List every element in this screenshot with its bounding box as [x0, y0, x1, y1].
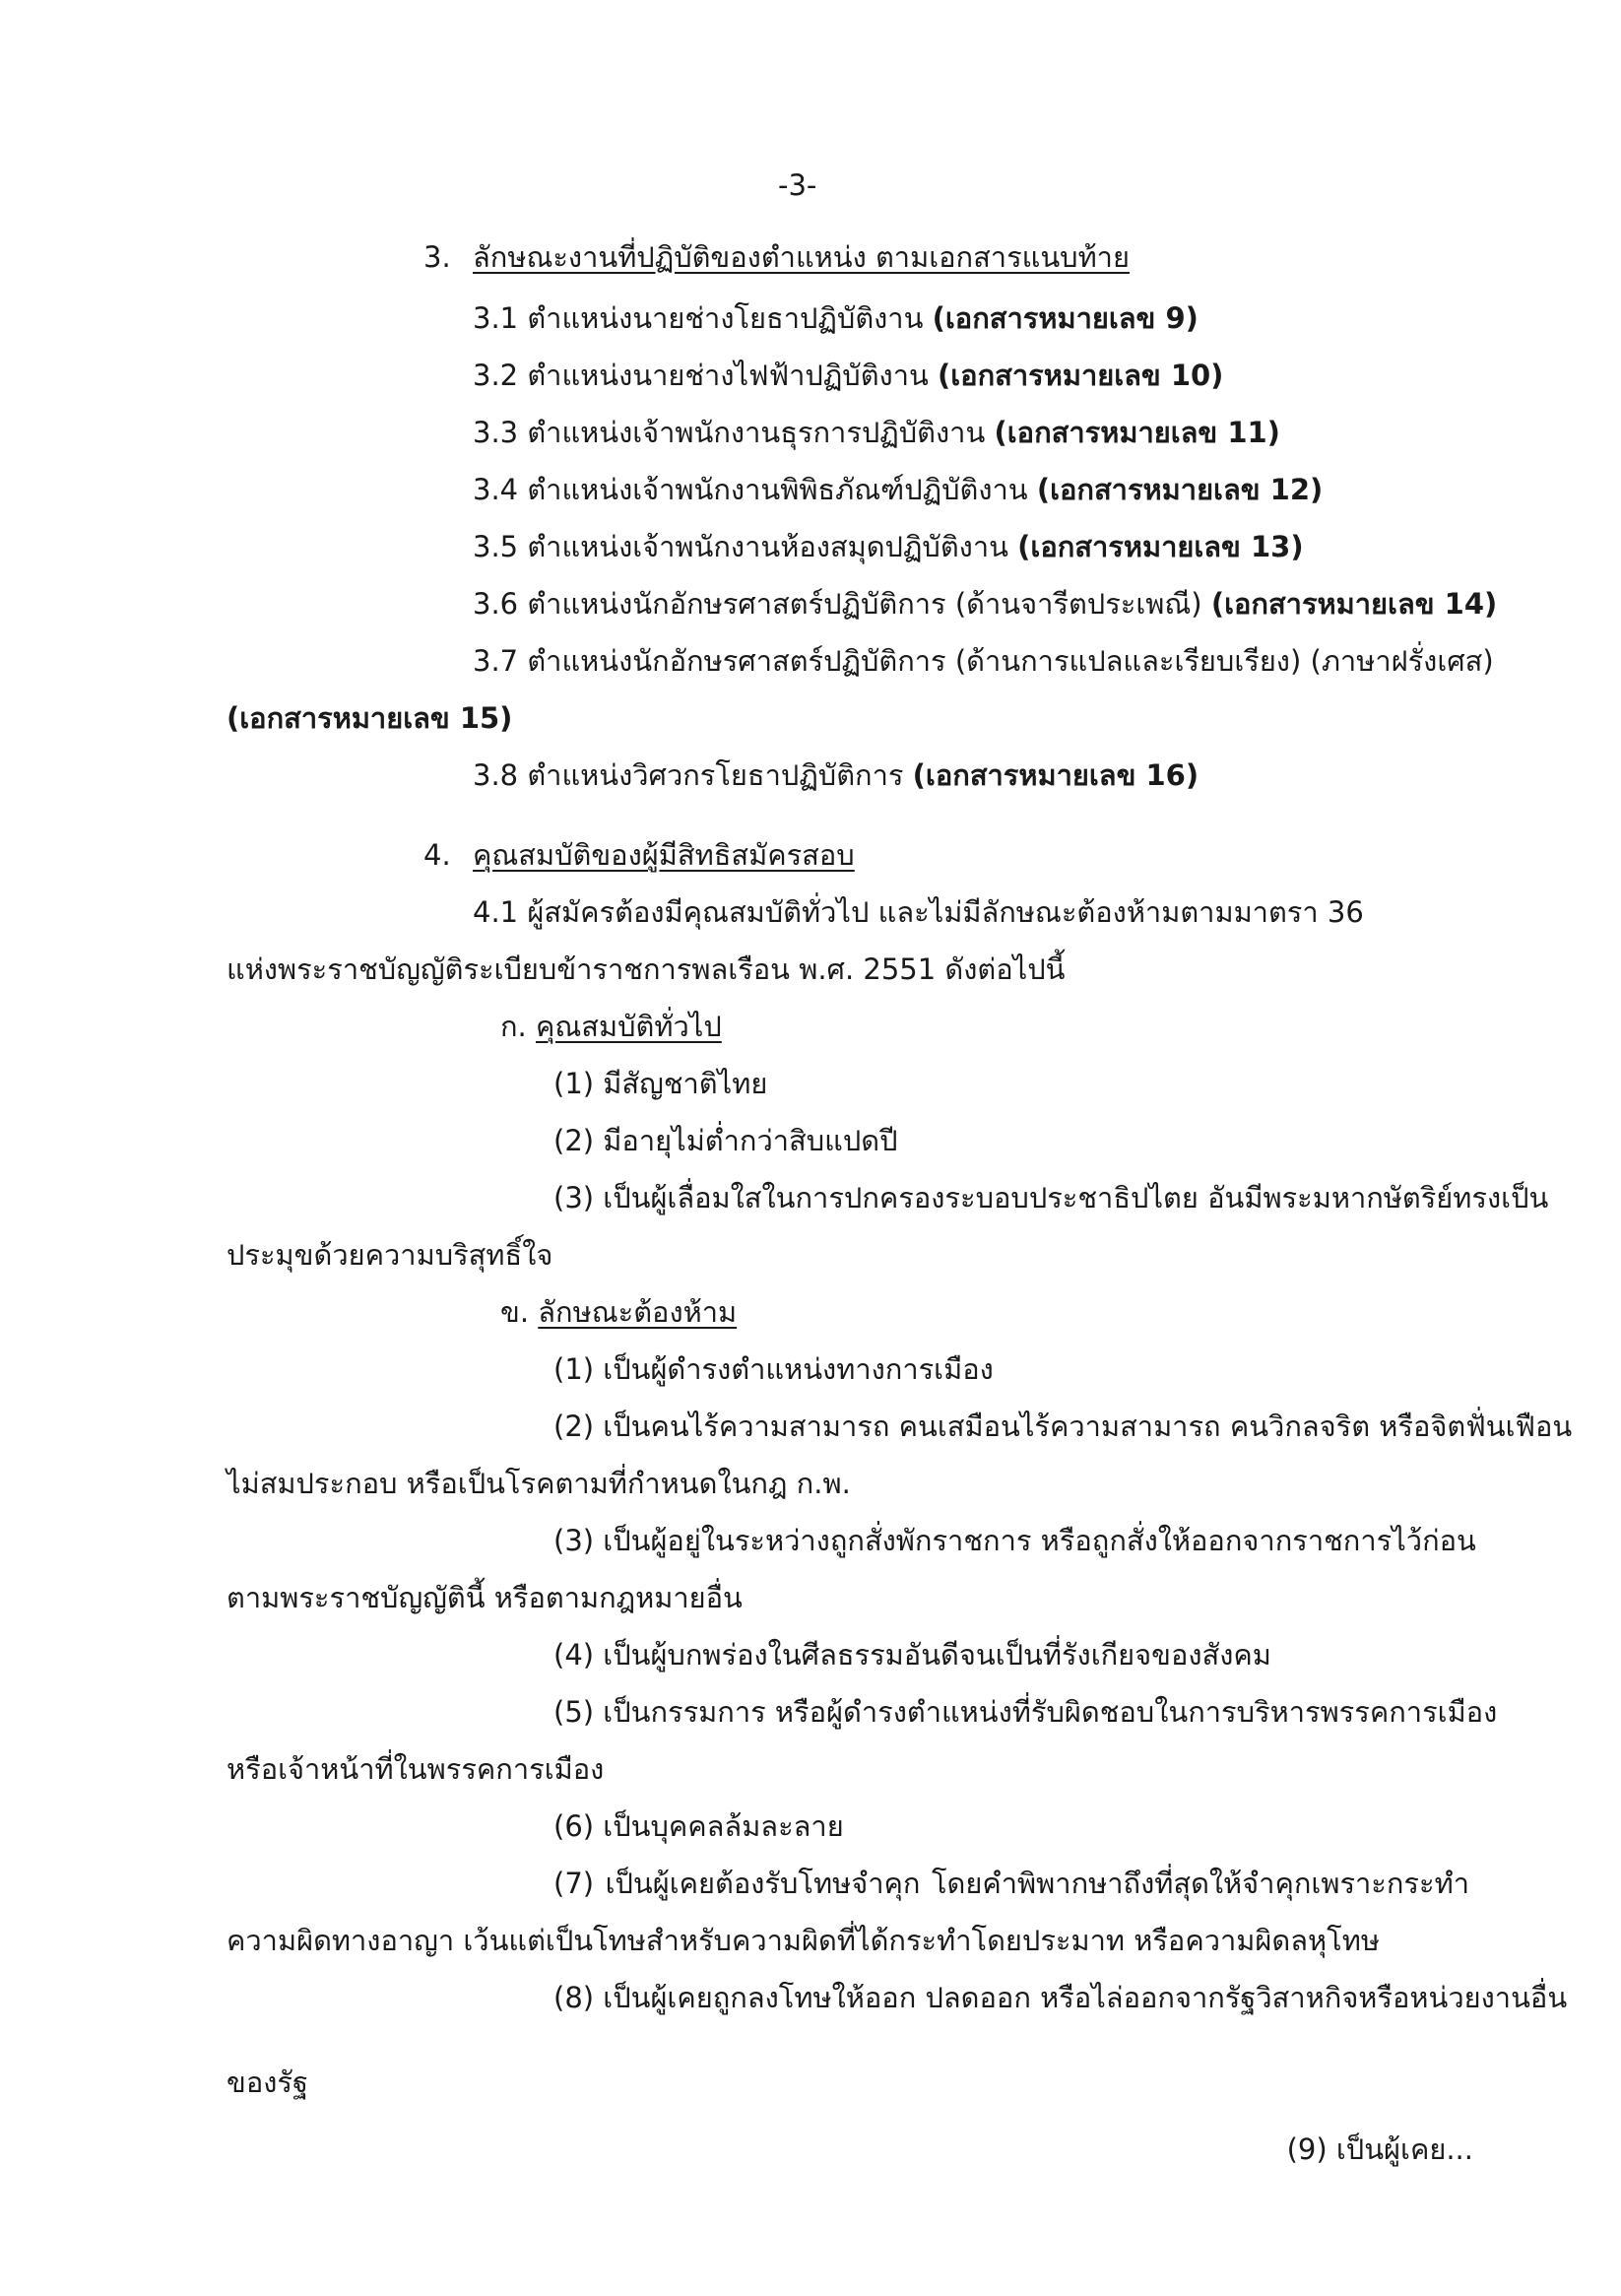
list-item: 3.6 ตำแหน่งนักอักษรศาสตร์ปฏิบัติการ (ด้านจารีตประเพณี) (เอกสารหมายเลข 14) — [473, 587, 1498, 621]
page-number: -3- — [778, 168, 817, 202]
list-item: (3) เป็นผู้อยู่ในระหว่างถูกสั่งพักราชการ หรือถูกสั่งให้ออกจากราชการไว้ก่อน — [553, 1524, 1476, 1557]
section-4-heading: คุณสมบัติของผู้มีสิทธิสมัครสอบ — [473, 838, 855, 872]
list-item-continuation: ความผิดทางอาญา เว้นแต่เป็นโทษสำหรับความผิดที่ได้กระทำโดยประมาท หรือความผิดลหุโทษ — [227, 1924, 1380, 1957]
list-item: (6) เป็นบุคคลล้มละลาย — [553, 1809, 844, 1843]
list-item: 3.2 ตำแหน่งนายช่างไฟฟ้าปฏิบัติงาน (เอกสารหมายเลข 10) — [473, 359, 1224, 392]
list-item: 3.4 ตำแหน่งเจ้าพนักงานพิพิธภัณฑ์ปฏิบัติงาน (เอกสารหมายเลข 12) — [473, 473, 1324, 506]
list-item: 3.5 ตำแหน่งเจ้าพนักงานห้องสมุดปฏิบัติงาน (เอกสารหมายเลข 13) — [473, 530, 1304, 563]
list-item: (1) เป็นผู้ดำรงตำแหน่งทางการเมือง — [553, 1352, 994, 1386]
list-item-continuation: (เอกสารหมายเลข 15) — [227, 701, 513, 735]
list-item-continuation: ของรัฐ — [227, 2066, 308, 2099]
list-item-continuation: ประมุขด้วยความบริสุทธิ์ใจ — [227, 1238, 553, 1272]
list-item: (1) มีสัญชาติไทย — [553, 1067, 768, 1100]
paragraph-4-1-continuation: แห่งพระราชบัญญัติระเบียบข้าราชการพลเรือน พ.ศ. 2551 ดังต่อไปนี้ — [227, 952, 1066, 986]
list-item: (5) เป็นกรรมการ หรือผู้ดำรงตำแหน่งที่รับผิดชอบในการบริหารพรรคการเมือง — [553, 1695, 1498, 1729]
list-item: 3.8 ตำแหน่งวิศวกรโยธาปฏิบัติการ (เอกสารหมายเลข 16) — [473, 758, 1200, 792]
general-qualifications-heading: ก. คุณสมบัติทั่วไป — [500, 1010, 722, 1043]
list-item-continuation: หรือเจ้าหน้าที่ในพรรคการเมือง — [227, 1752, 605, 1786]
prohibited-characteristics-heading: ข. ลักษณะต้องห้าม — [500, 1295, 738, 1329]
list-item: 3.3 ตำแหน่งเจ้าพนักงานธุรการปฏิบัติงาน (เอกสารหมายเลข 11) — [473, 416, 1280, 449]
list-item-continuation: ไม่สมประกอบ หรือเป็นโรคตามที่กำหนดในกฎ ก.พ. — [227, 1467, 851, 1500]
list-item: (7) เป็นผู้เคยต้องรับโทษจำคุก โดยคำพิพากษาถึงที่สุดให้จำคุกเพราะกระทำ — [553, 1867, 1469, 1900]
section-4-number: 4. — [423, 838, 451, 872]
continuation-marker: (9) เป็นผู้เคย... — [1286, 2132, 1473, 2166]
list-item-continuation: ตามพระราชบัญญัตินี้ หรือตามกฎหมายอื่น — [227, 1581, 743, 1614]
list-item: (4) เป็นผู้บกพร่องในศีลธรรมอันดีจนเป็นที่รังเกียจของสังคม — [553, 1638, 1271, 1672]
list-item: (8) เป็นผู้เคยถูกลงโทษให้ออก ปลดออก หรือไล่ออกจากรัฐวิสาหกิจหรือหน่วยงานอื่น — [553, 1981, 1568, 2014]
list-item: (2) มีอายุไม่ต่ำกว่าสิบแปดปี — [553, 1124, 898, 1157]
section-3-heading: ลักษณะงานที่ปฏิบัติของตำแหน่ง ตามเอกสารแนบท้าย — [473, 240, 1130, 274]
paragraph-4-1: 4.1 ผู้สมัครต้องมีคุณสมบัติทั่วไป และไม่มีลักษณะต้องห้ามตามมาตรา 36 — [473, 895, 1364, 929]
list-item: (3) เป็นผู้เลื่อมใสในการปกครองระบอบประชาธิปไตย อันมีพระมหากษัตริย์ทรงเป็น — [553, 1181, 1549, 1214]
list-item: 3.1 ตำแหน่งนายช่างโยธาปฏิบัติงาน (เอกสารหมายเลข 9) — [473, 301, 1199, 335]
section-3-number: 3. — [423, 240, 451, 274]
list-item: (2) เป็นคนไร้ความสามารถ คนเสมือนไร้ความสามารถ คนวิกลจริต หรือจิตฟั่นเฟือน — [553, 1410, 1573, 1443]
list-item: 3.7 ตำแหน่งนักอักษรศาสตร์ปฏิบัติการ (ด้านการแปลและเรียบเรียง) (ภาษาฝรั่งเศส) — [473, 644, 1494, 678]
